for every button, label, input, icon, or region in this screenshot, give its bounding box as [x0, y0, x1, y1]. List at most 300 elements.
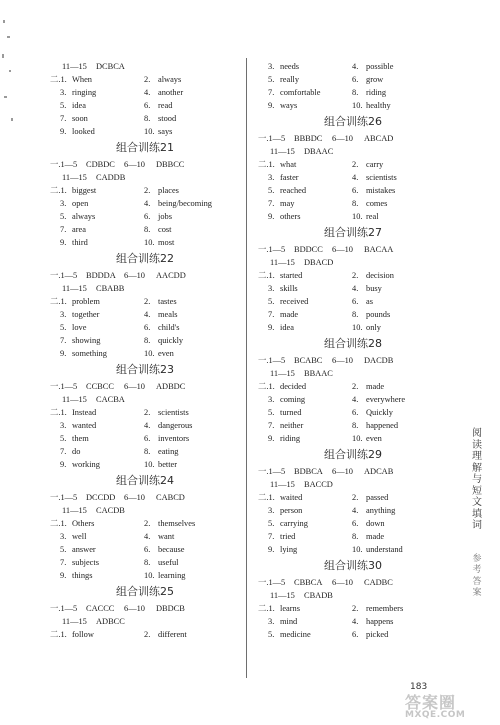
side-label-char: 阅: [472, 428, 482, 439]
answer-row: [50, 86, 240, 99]
scan-edge-marks: [0, 0, 18, 160]
answer-row: [258, 419, 448, 432]
answer-cell: BDDDA: [86, 271, 116, 280]
answer-row: [50, 556, 240, 569]
answer-cell: 二.1.: [50, 408, 67, 417]
answer-row: [50, 269, 240, 282]
answer-row: [50, 393, 240, 406]
answer-row: [50, 125, 240, 138]
answer-cell: made: [366, 532, 385, 541]
answer-cell: 4.: [352, 173, 359, 182]
answer-row: [50, 517, 240, 530]
answer-cell: 9.: [60, 571, 67, 580]
answer-cell: 4.: [144, 532, 151, 541]
answer-cell: 5.: [60, 101, 67, 110]
answer-cell: 一.1—5: [50, 271, 78, 280]
answer-cell: 一.1—5: [258, 578, 286, 587]
answer-cell: wanted: [72, 421, 97, 430]
answer-cell: 2.: [144, 297, 151, 306]
answer-cell: 10.: [144, 349, 155, 358]
answer-cell: BBBDC: [294, 134, 323, 143]
answer-row: [258, 543, 448, 556]
answer-row: [258, 406, 448, 419]
section-heading: 组合训练24: [116, 474, 174, 487]
answer-cell: something: [72, 349, 107, 358]
section-heading: 组合训练23: [116, 363, 174, 376]
answer-cell: made: [366, 382, 385, 391]
answer-cell: really: [280, 75, 300, 84]
answer-cell: 一.1—5: [50, 382, 78, 391]
answer-cell: 8.: [144, 558, 151, 567]
answer-cell: better: [158, 460, 178, 469]
answer-cell: 一.1—5: [258, 467, 286, 476]
answer-cell: 6.: [352, 519, 359, 528]
answer-cell: 8.: [144, 114, 151, 123]
answer-row: [258, 197, 448, 210]
answer-row: [50, 602, 240, 615]
answer-cell: 二.1.: [258, 604, 275, 613]
answer-cell: happens: [366, 617, 394, 626]
answer-row: [50, 504, 240, 517]
answer-cell: lying: [280, 545, 298, 554]
answer-cell: CBBCA: [294, 578, 323, 587]
answer-row: [50, 615, 240, 628]
answer-cell: 2.: [352, 493, 359, 502]
answer-cell: 5.: [60, 434, 67, 443]
answer-cell: stood: [158, 114, 177, 123]
answer-cell: even: [158, 349, 174, 358]
answer-cell: Others: [72, 519, 95, 528]
answer-cell: 6—10: [124, 604, 145, 613]
answer-cell: 二.1.: [50, 630, 67, 639]
answer-cell: medicine: [280, 630, 311, 639]
answer-cell: ringing: [72, 88, 97, 97]
answer-cell: needs: [280, 62, 300, 71]
answer-cell: 9.: [60, 127, 67, 136]
answer-cell: 3.: [268, 284, 275, 293]
answer-cell: 8.: [352, 88, 359, 97]
answer-cell: always: [158, 75, 182, 84]
answer-row: [50, 223, 240, 236]
answer-row: [50, 158, 240, 171]
answer-cell: CACDB: [96, 506, 125, 515]
side-label-char: 短: [472, 485, 482, 497]
side-label-char: 解: [472, 462, 482, 474]
answer-cell: 7.: [268, 310, 275, 319]
answer-cell: 7.: [60, 114, 67, 123]
answer-cell: remembers: [366, 604, 404, 613]
answer-cell: real: [366, 212, 379, 221]
answer-row: [258, 158, 448, 171]
section-heading: 组合训练22: [116, 252, 174, 265]
answer-cell: 6—10: [124, 271, 145, 280]
answer-cell: riding: [280, 434, 301, 443]
answer-cell: 6—10: [332, 467, 353, 476]
section-heading: 组合训练21: [116, 141, 174, 154]
answer-cell: 9.: [268, 545, 275, 554]
answer-cell: carry: [366, 160, 384, 169]
answer-cell: 3.: [268, 62, 275, 71]
answer-cell: subjects: [72, 558, 99, 567]
answer-cell: always: [72, 212, 96, 221]
answer-cell: BACCD: [304, 480, 333, 489]
side-sub-char: 参: [472, 553, 482, 564]
side-section-label: [470, 428, 484, 600]
answer-row: [50, 184, 240, 197]
answer-cell: possible: [366, 62, 394, 71]
answer-cell: BCABC: [294, 356, 323, 365]
answer-cell: may: [280, 199, 295, 208]
answer-cell: 二.1.: [258, 271, 275, 280]
answer-cell: 7.: [60, 447, 67, 456]
answer-cell: mistakes: [366, 186, 396, 195]
answer-row: [258, 504, 448, 517]
answer-cell: 二.1.: [258, 493, 275, 502]
answer-cell: 3.: [268, 506, 275, 515]
answer-cell: started: [280, 271, 303, 280]
answer-cell: read: [158, 101, 173, 110]
answer-cell: mind: [280, 617, 298, 626]
answer-cell: 2.: [144, 408, 151, 417]
answer-cell: 3.: [60, 88, 67, 97]
answer-cell: person: [280, 506, 303, 515]
answer-row: [258, 308, 448, 321]
answer-cell: 9.: [268, 323, 275, 332]
answer-cell: decided: [280, 382, 307, 391]
answer-cell: 4.: [144, 310, 151, 319]
answer-row: [258, 517, 448, 530]
answer-row: [50, 171, 240, 184]
answer-cell: 3.: [268, 617, 275, 626]
answer-cell: 11—15: [270, 480, 295, 489]
answer-cell: BBAAC: [304, 369, 333, 378]
answer-cell: 6.: [144, 323, 151, 332]
answer-cell: well: [72, 532, 87, 541]
answer-cell: healthy: [366, 101, 391, 110]
side-label-char: 文: [472, 497, 482, 508]
answer-cell: 5.: [268, 519, 275, 528]
answer-cell: AACDD: [156, 271, 186, 280]
answer-cell: follow: [72, 630, 94, 639]
answer-cell: meals: [158, 310, 178, 319]
answer-row: [50, 569, 240, 582]
answer-cell: 8.: [352, 310, 359, 319]
answer-cell: pounds: [366, 310, 391, 319]
answer-cell: things: [72, 571, 93, 580]
answer-cell: 7.: [60, 558, 67, 567]
side-label-char: 读: [472, 439, 482, 451]
answer-cell: another: [158, 88, 184, 97]
answer-cell: 9.: [268, 434, 275, 443]
answer-cell: even: [366, 434, 382, 443]
answer-row: [258, 256, 448, 269]
left-column: [50, 60, 240, 641]
answer-cell: 4.: [352, 62, 359, 71]
answer-cell: 6.: [352, 186, 359, 195]
answer-cell: passed: [366, 493, 389, 502]
answer-cell: ADCAB: [364, 467, 394, 476]
answer-cell: 5.: [268, 75, 275, 84]
answer-cell: 2.: [144, 519, 151, 528]
page-number: 183: [410, 682, 428, 692]
answer-cell: 6.: [144, 545, 151, 554]
answer-row: [50, 295, 240, 308]
answer-row: [50, 60, 240, 73]
section-heading: 组合训练28: [324, 337, 382, 350]
answer-cell: comes: [366, 199, 388, 208]
answer-cell: quickly: [158, 336, 184, 345]
answer-cell: everywhere: [366, 395, 406, 404]
answer-cell: 一.1—5: [258, 134, 286, 143]
answer-cell: anything: [366, 506, 396, 515]
answer-cell: others: [280, 212, 301, 221]
answer-cell: 6.: [144, 434, 151, 443]
answer-cell: 6.: [352, 75, 359, 84]
answer-cell: CACBA: [96, 395, 125, 404]
answer-cell: 10.: [352, 545, 363, 554]
answer-row: [258, 132, 448, 145]
side-label-char: 填: [472, 508, 482, 520]
answer-row: [258, 589, 448, 602]
side-sub-char: 案: [472, 588, 482, 598]
answer-cell: picked: [366, 630, 389, 639]
answer-cell: 4.: [144, 88, 151, 97]
watermark-logo: 答案圈 MXQE.COM: [405, 693, 466, 720]
answer-cell: 10.: [144, 460, 155, 469]
side-label-char: 理: [472, 451, 482, 462]
answer-cell: 7.: [268, 421, 275, 430]
answer-cell: reached: [280, 186, 307, 195]
answer-cell: 10.: [352, 101, 363, 110]
answer-row: [50, 419, 240, 432]
answer-cell: ADBDC: [156, 382, 186, 391]
section-heading: 组合训练30: [324, 559, 382, 572]
answer-cell: 11—15: [270, 147, 295, 156]
answer-cell: carrying: [280, 519, 308, 528]
answer-cell: ADBCC: [96, 617, 125, 626]
answer-cell: busy: [366, 284, 382, 293]
answer-cell: cost: [158, 225, 172, 234]
answer-cell: down: [366, 519, 385, 528]
answer-cell: 9.: [268, 101, 275, 110]
answer-cell: riding: [366, 88, 387, 97]
answer-cell: 一.1—5: [50, 160, 78, 169]
answer-cell: what: [280, 160, 297, 169]
answer-cell: 3.: [60, 421, 67, 430]
answer-cell: 二.1.: [50, 186, 67, 195]
answer-cell: 8.: [144, 225, 151, 234]
answer-cell: 9.: [60, 238, 67, 247]
answer-cell: faster: [280, 173, 299, 182]
answer-cell: 8.: [352, 532, 359, 541]
answer-cell: 2.: [352, 160, 359, 169]
answer-row: [258, 269, 448, 282]
answer-row: [258, 295, 448, 308]
answer-row: [50, 347, 240, 360]
answer-row: [50, 282, 240, 295]
answer-row: [50, 334, 240, 347]
answer-cell: 7.: [60, 336, 67, 345]
answer-cell: third: [72, 238, 88, 247]
answer-cell: tried: [280, 532, 296, 541]
answer-cell: Instead: [72, 408, 97, 417]
answer-cell: themselves: [158, 519, 196, 528]
answer-row: [50, 112, 240, 125]
answer-cell: 11—15: [62, 395, 87, 404]
answer-cell: different: [158, 630, 187, 639]
answer-cell: 2.: [144, 75, 151, 84]
answer-row: [258, 478, 448, 491]
answer-cell: 8.: [352, 421, 359, 430]
answer-cell: because: [158, 545, 185, 554]
answer-row: [258, 99, 448, 112]
answer-cell: 7.: [268, 532, 275, 541]
answer-cell: 10.: [144, 238, 155, 247]
answer-row: [258, 628, 448, 641]
answer-cell: 二.1.: [258, 160, 275, 169]
answer-cell: DBDCB: [156, 604, 185, 613]
answer-row: [258, 380, 448, 393]
answer-cell: comfortable: [280, 88, 321, 97]
answer-cell: says: [158, 127, 173, 136]
answer-row: [258, 393, 448, 406]
answer-cell: 5.: [60, 545, 67, 554]
answer-row: [258, 171, 448, 184]
answer-cell: problem: [72, 297, 100, 306]
answer-row: [50, 73, 240, 86]
answer-cell: 6.: [352, 408, 359, 417]
answer-cell: Quickly: [366, 408, 393, 417]
answer-cell: 10.: [144, 571, 155, 580]
answer-cell: biggest: [72, 186, 97, 195]
answer-cell: idea: [280, 323, 294, 332]
answer-cell: made: [280, 310, 299, 319]
section-heading: 组合训练26: [324, 115, 382, 128]
answer-cell: 11—15: [62, 617, 87, 626]
answer-row: [50, 380, 240, 393]
answer-row: [258, 243, 448, 256]
answer-cell: 7.: [268, 88, 275, 97]
answer-cell: 6.: [352, 297, 359, 306]
answer-cell: understand: [366, 545, 403, 554]
answer-cell: 8.: [144, 336, 151, 345]
answer-cell: 2.: [352, 271, 359, 280]
answer-cell: useful: [158, 558, 179, 567]
answer-cell: most: [158, 238, 175, 247]
answer-cell: received: [280, 297, 309, 306]
answer-cell: DACDB: [364, 356, 394, 365]
answer-cell: 3.: [60, 532, 67, 541]
answer-cell: working: [72, 460, 100, 469]
answer-cell: 5.: [60, 323, 67, 332]
answer-cell: 3.: [60, 310, 67, 319]
answer-cell: scientists: [366, 173, 397, 182]
answer-row: [50, 628, 240, 641]
answer-row: [50, 321, 240, 334]
answer-cell: places: [158, 186, 179, 195]
answer-cell: 6—10: [332, 134, 353, 143]
answer-cell: 7.: [60, 225, 67, 234]
answer-cell: 10.: [352, 212, 363, 221]
answer-row: [50, 432, 240, 445]
answer-row: [258, 86, 448, 99]
answer-row: [258, 615, 448, 628]
answer-row: [258, 576, 448, 589]
answer-cell: 10.: [352, 434, 363, 443]
side-label-char: 与: [472, 474, 482, 485]
answer-cell: BACAA: [364, 245, 394, 254]
answer-cell: 6—10: [124, 493, 145, 502]
answer-cell: skills: [280, 284, 298, 293]
answer-cell: 6—10: [332, 578, 353, 587]
section-heading: 组合训练29: [324, 448, 382, 461]
answer-cell: When: [72, 75, 92, 84]
answer-row: [50, 491, 240, 504]
answer-row: [258, 465, 448, 478]
answer-cell: grow: [366, 75, 384, 84]
answer-row: [258, 282, 448, 295]
answer-cell: BDBCA: [294, 467, 323, 476]
answer-cell: 5.: [60, 212, 67, 221]
answer-cell: decision: [366, 271, 394, 280]
answer-row: [258, 367, 448, 380]
answer-cell: 二.1.: [50, 519, 67, 528]
answer-cell: want: [158, 532, 175, 541]
answer-cell: idea: [72, 101, 86, 110]
answer-row: [50, 445, 240, 458]
answer-cell: CBADB: [304, 591, 333, 600]
answer-cell: 9.: [60, 460, 67, 469]
answer-cell: 6—10: [332, 356, 353, 365]
answer-cell: answer: [72, 545, 96, 554]
answer-cell: 11—15: [62, 173, 87, 182]
answer-cell: 6.: [144, 212, 151, 221]
answer-cell: love: [72, 323, 87, 332]
answer-row: [258, 145, 448, 158]
answer-cell: 二.1.: [50, 297, 67, 306]
answer-cell: coming: [280, 395, 306, 404]
answer-row: [50, 530, 240, 543]
answer-cell: 一.1—5: [258, 245, 286, 254]
answer-cell: waited: [280, 493, 303, 502]
answer-cell: 11—15: [62, 284, 87, 293]
answer-cell: as: [366, 297, 373, 306]
answer-cell: 6.: [352, 630, 359, 639]
answer-cell: 3.: [268, 395, 275, 404]
answer-cell: 4.: [144, 199, 151, 208]
answer-cell: CADBC: [364, 578, 393, 587]
answer-cell: 2.: [144, 186, 151, 195]
answer-cell: CBABB: [96, 284, 125, 293]
side-sub-char: 考: [472, 565, 482, 575]
answer-cell: turned: [280, 408, 302, 417]
answer-cell: 8.: [352, 199, 359, 208]
answer-cell: DCCDD: [86, 493, 116, 502]
answer-cell: ABCAD: [364, 134, 394, 143]
answer-row: [50, 543, 240, 556]
answer-cell: 4.: [352, 284, 359, 293]
answer-cell: DBBCC: [156, 160, 185, 169]
answer-cell: eating: [158, 447, 179, 456]
section-heading: 组合训练27: [324, 226, 382, 239]
answer-cell: CADDB: [96, 173, 126, 182]
answer-row: [258, 354, 448, 367]
answer-cell: 2.: [352, 382, 359, 391]
answer-cell: open: [72, 199, 89, 208]
answer-cell: 6.: [144, 101, 151, 110]
answer-cell: child's: [158, 323, 180, 332]
answer-cell: being/becoming: [158, 199, 212, 208]
